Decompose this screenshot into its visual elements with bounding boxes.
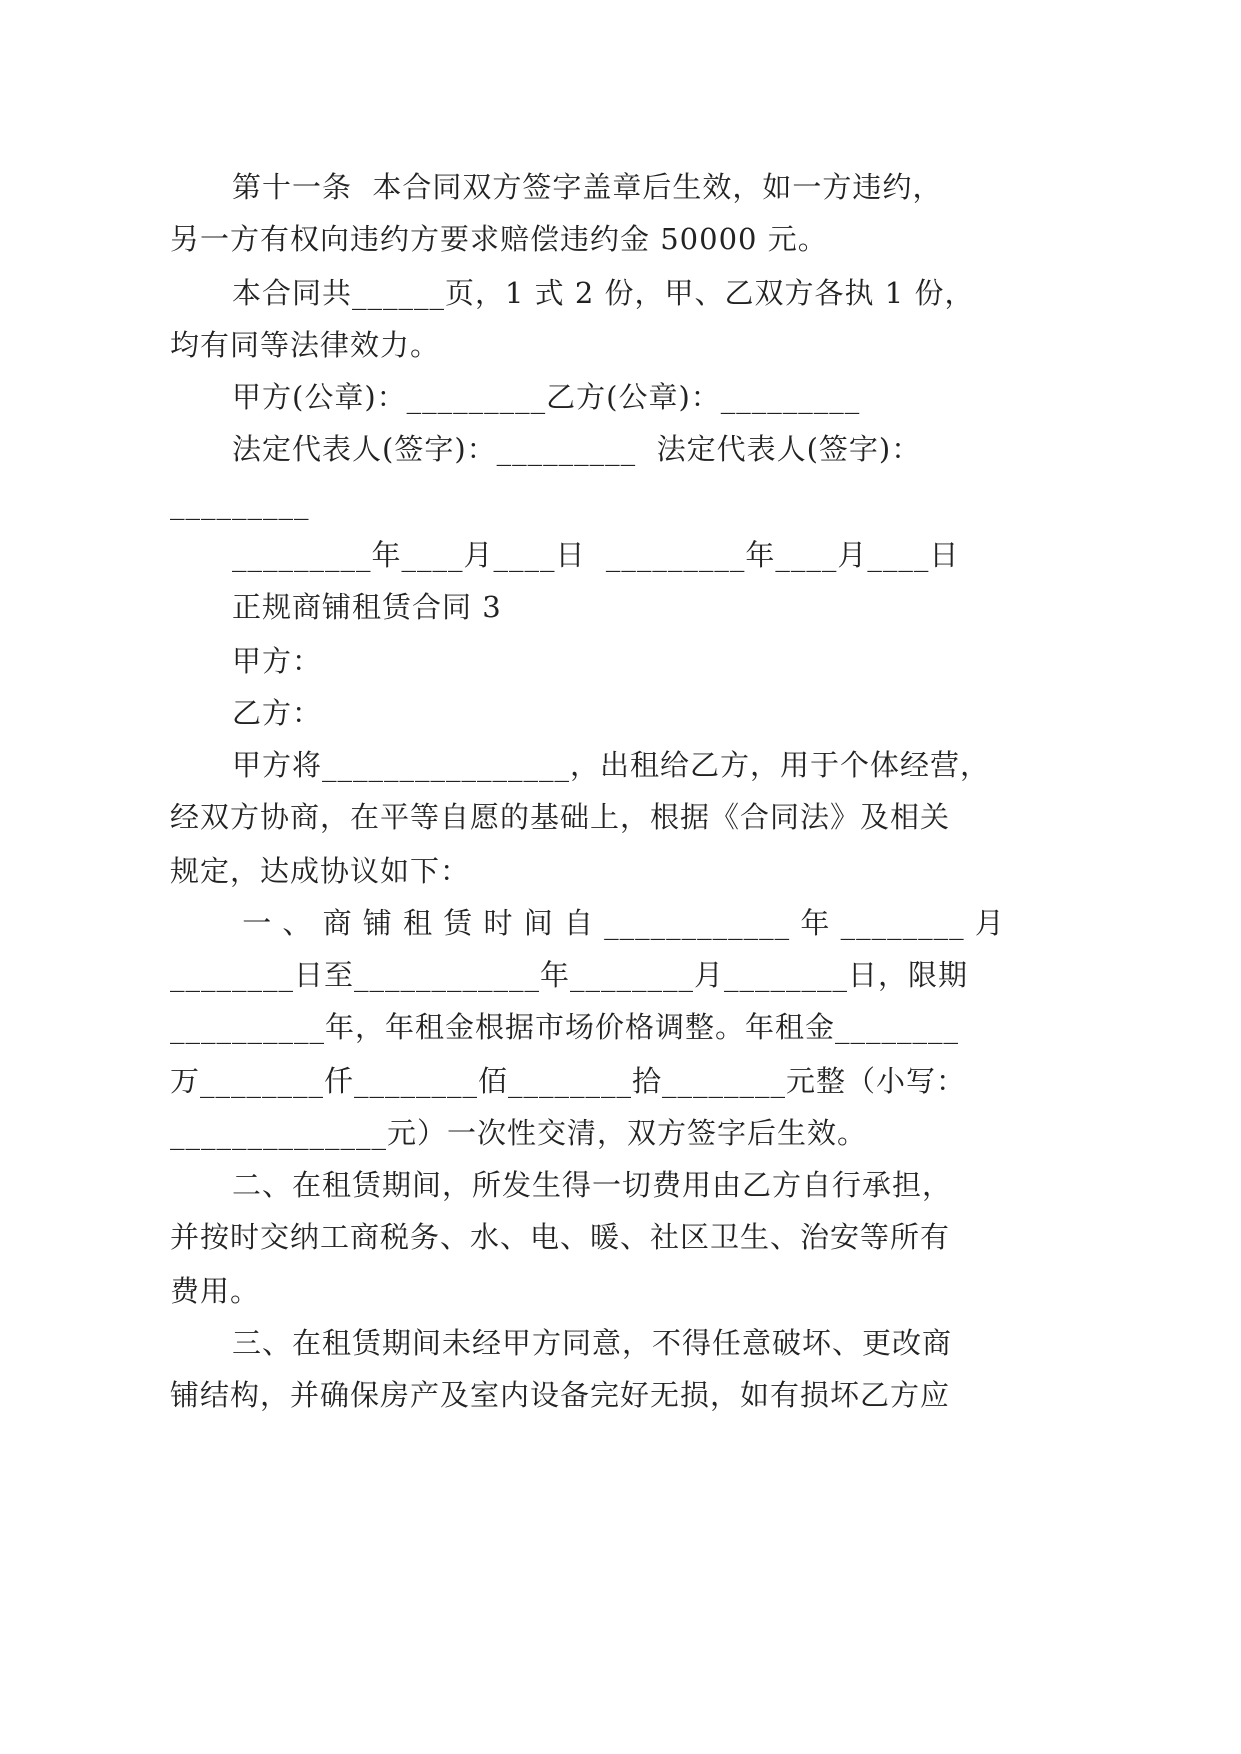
clause-3-line-2: 铺结构，并确保房产及室内设备完好无损，如有损坏乙方应 [170,1378,951,1412]
intro-line-3: 规定，达成协议如下： [170,854,471,888]
clause-2-line-2: 并按时交纳工商税务、水、电、暖、社区卫生、治安等所有 [170,1220,951,1254]
page-count-line-1: 本合同共______页，1 式 2 份，甲、乙双方各执 1 份， [232,276,975,310]
representative-line: 法定代表人(签字)：_________ 法定代表人(签字)： [232,432,922,466]
clause-1-line-5: ______________元）一次性交清，双方签字后生效。 [170,1116,868,1150]
clause-1-line-4: 万________仟________佰________拾________元整（小写： [170,1064,967,1098]
clause-2-line-3: 费用。 [170,1274,261,1308]
date-line: _________年____月____日 _________年____月____日 [232,538,960,572]
party-a-line: 甲方： [232,644,323,678]
clause-1-line-3: __________年，年租金根据市场价格调整。年租金________ [170,1010,960,1044]
seal-line: 甲方(公章)：_________乙方(公章)：_________ [232,380,861,414]
clause-3-line-1: 三、在租赁期间未经甲方同意，不得任意破坏、更改商 [232,1326,953,1360]
clause-1-line-1: 一 、 商 铺 租 赁 时 间 自 ____________ 年 ________ 月 [232,906,1005,940]
section-title: 正规商铺租赁合同 3 [232,590,502,624]
page-count-line-2: 均有同等法律效力。 [170,328,441,362]
intro-line-2: 经双方协商，在平等自愿的基础上，根据《合同法》及相关 [170,800,951,834]
clause-11-line-2: 另一方有权向违约方要求赔偿违约金 50000 元。 [170,222,828,256]
clause-1-line-2: ________日至____________年________月________日，限期 [170,958,969,992]
clause-11-line-1: 第十一条 本合同双方签字盖章后生效，如一方违约， [232,170,943,204]
intro-line-1: 甲方将________________，出租给乙方，用于个体经营， [232,748,991,782]
clause-2-line-1: 二、在租赁期间，所发生得一切费用由乙方自行承担， [232,1168,953,1202]
party-b-line: 乙方： [232,696,323,730]
representative-blank: _________ [170,486,310,520]
